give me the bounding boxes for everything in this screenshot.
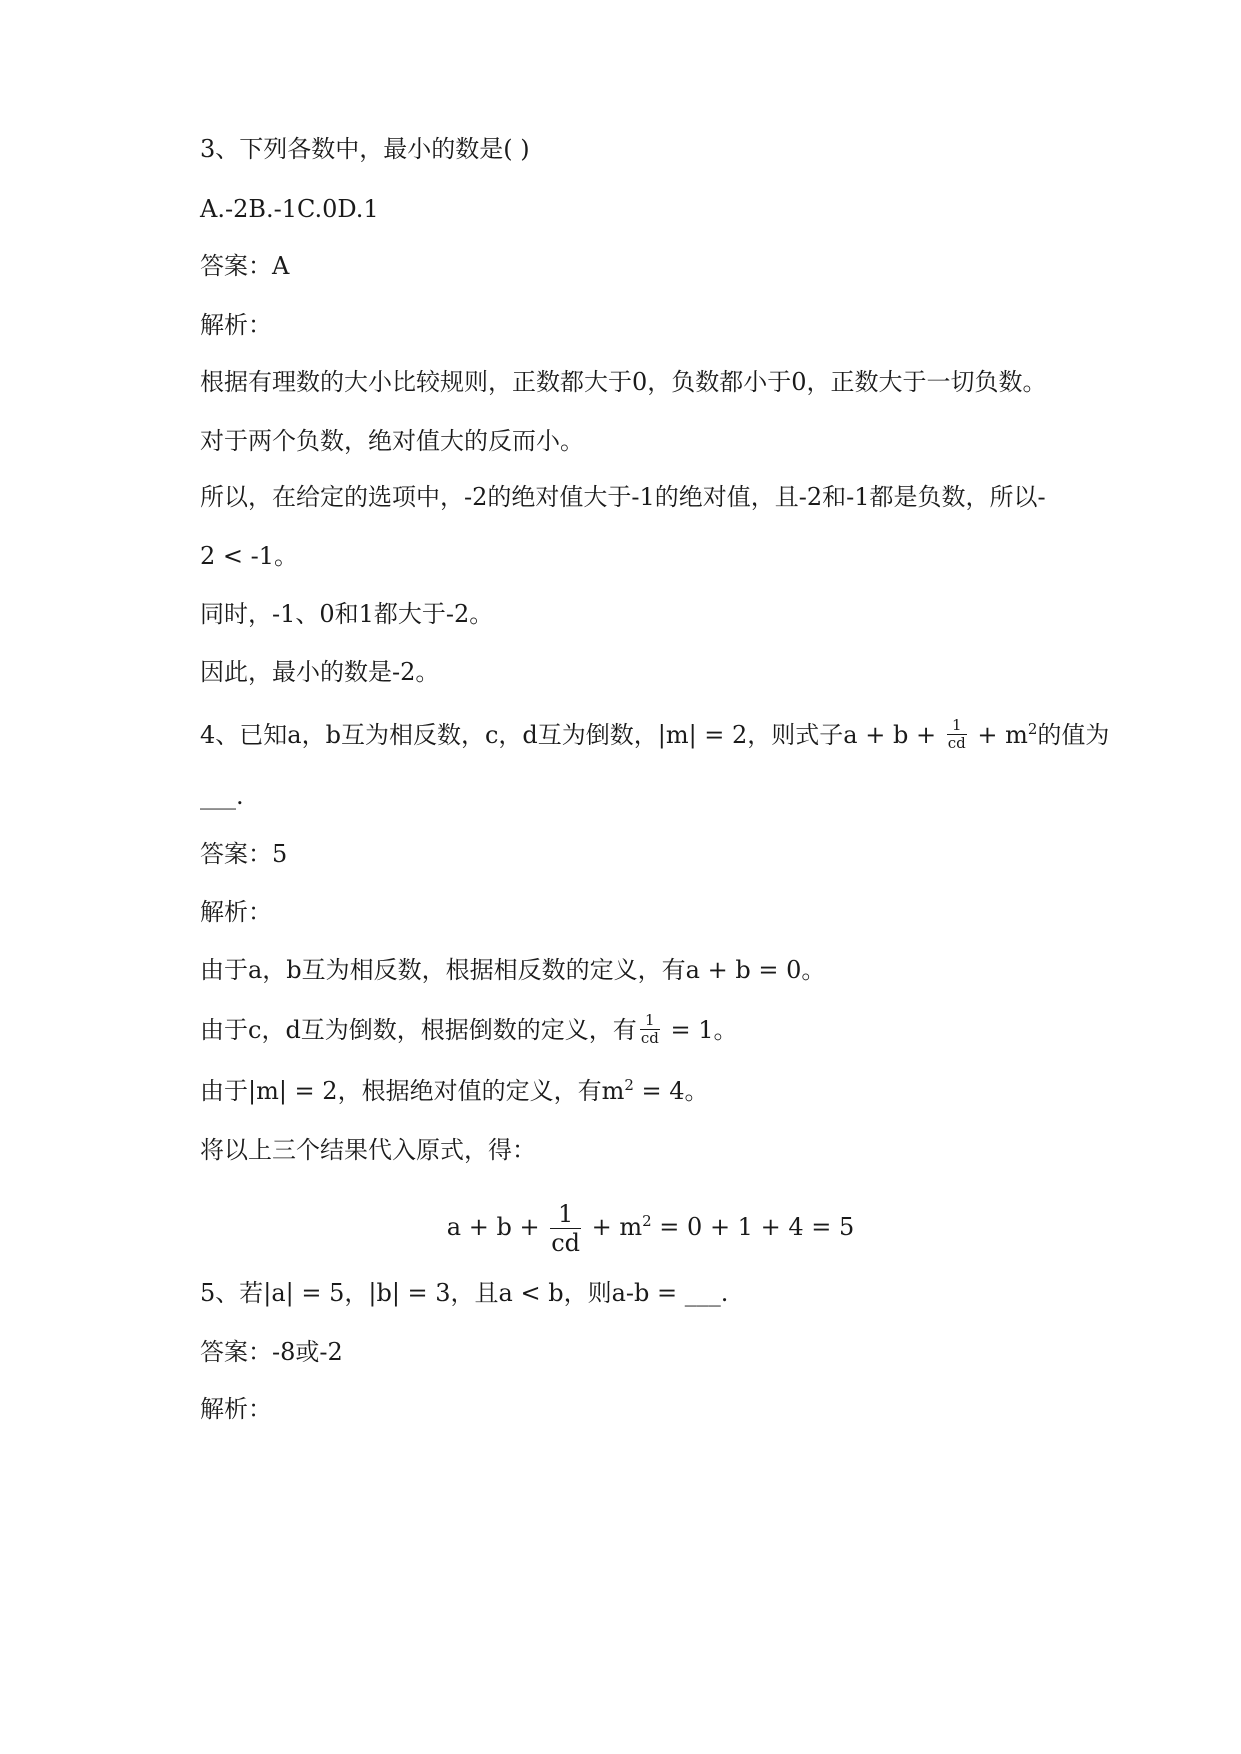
text: 由于c，d互为倒数，根据倒数的定义，有: [200, 1016, 637, 1044]
q3-question: 3、下列各数中，最小的数是( ): [200, 135, 530, 163]
q5-answer: 答案：-8或-2: [200, 1338, 343, 1366]
text: 由于|m| = 2，根据绝对值的定义，有m: [200, 1077, 625, 1105]
fraction: [947, 717, 967, 752]
q3-analysis-line: 同时，-1、0和1都大于-2。: [200, 600, 494, 628]
text: = 0 + 1 + 4 = 5: [651, 1213, 855, 1241]
q3-analysis-line: 2 < -1。: [200, 542, 299, 570]
fraction: [640, 1012, 660, 1047]
q4-analysis-line: 将以上三个结果代入原式，得：: [200, 1136, 536, 1164]
q3-answer: 答案：A: [200, 252, 290, 280]
q5-analysis-label: 解析：: [200, 1395, 272, 1423]
exponent: 2: [624, 1076, 634, 1094]
q3-analysis-label: 解析：: [200, 311, 272, 339]
q4-question-text: + m: [969, 721, 1028, 749]
q3-options: A.-2B.-1C.0D.1: [200, 195, 379, 223]
equation: [387, 1200, 855, 1257]
fraction-denominator: cd: [640, 1029, 659, 1047]
q4-question: [200, 716, 1110, 754]
exponent: 2: [642, 1212, 652, 1230]
text: = 4。: [633, 1077, 709, 1105]
q4-analysis-line: [200, 1076, 709, 1106]
fraction-numerator: 1: [557, 1200, 574, 1228]
q4-question-text: 的值为: [1037, 721, 1110, 749]
q5-question: 5、若|a| = 5，|b| = 3，且a < b，则a-b = ___.: [200, 1279, 729, 1307]
exponent: 2: [1027, 720, 1038, 738]
q3-analysis-line: 所以，在给定的选项中，-2的绝对值大于-1的绝对值，且-2和-1都是负数，所以-: [200, 483, 1046, 511]
q4-blank: ___.: [200, 782, 244, 810]
q4-answer: 答案：5: [200, 840, 288, 868]
fraction-denominator: cd: [947, 734, 966, 752]
q4-analysis-line: [200, 1011, 738, 1049]
fraction-denominator: cd: [551, 1229, 580, 1257]
text: = 1。: [662, 1016, 738, 1044]
q3-analysis-line: 对于两个负数，绝对值大的反而小。: [200, 427, 584, 455]
q4-display-equation: [0, 1200, 1241, 1257]
text: + m: [584, 1213, 643, 1241]
fraction-numerator: 1: [951, 716, 962, 734]
q4-analysis-label: 解析：: [200, 898, 272, 926]
q4-question-text: 4、已知a，b互为相反数，c，d互为倒数，|m| = 2，则式子a + b +: [200, 721, 944, 749]
fraction: [550, 1200, 581, 1257]
q3-analysis-line: 根据有理数的大小比较规则，正数都大于0，负数都小于0，正数大于一切负数。: [200, 368, 1047, 396]
q3-analysis-line: 因此，最小的数是-2。: [200, 658, 440, 686]
q4-analysis-line: 由于a，b互为相反数，根据相反数的定义，有a + b = 0。: [200, 956, 826, 984]
fraction-numerator: 1: [645, 1011, 655, 1029]
text: a + b +: [446, 1213, 548, 1241]
